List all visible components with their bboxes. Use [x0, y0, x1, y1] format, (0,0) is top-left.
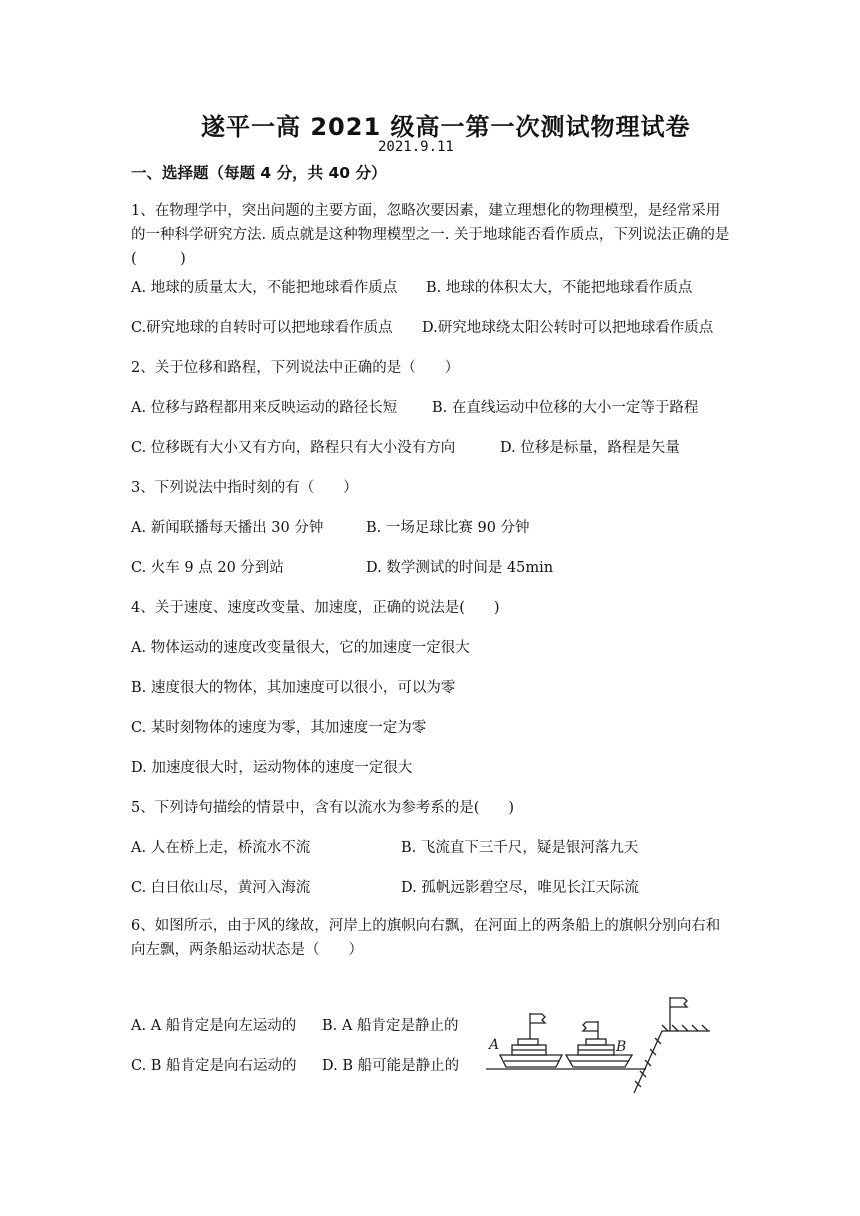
question-3-option-a: A. 新闻联播每天播出 30 分钟 [131, 520, 324, 536]
question-1-option-d: D.研究地球绕太阳公转时可以把地球看作质点 [422, 320, 714, 336]
question-4-option-a: A. 物体运动的速度改变量很大，它的加速度一定很大 [131, 640, 470, 656]
question-5-option-d: D. 孤帆远影碧空尽，唯见长江天际流 [401, 880, 639, 896]
question-2-option-a: A. 位移与路程都用来反映运动的路径长短 [131, 400, 398, 416]
question-6-option-a: A. A 船肯定是向左运动的 [131, 1018, 297, 1034]
page-title: 遂平一高 2021 级高一第一次测试物理试卷 [201, 113, 691, 141]
question-6-option-c: C. B 船肯定是向右运动的 [131, 1058, 297, 1074]
question-2-stem: 2、关于位移和路程，下列说法中正确的是（ ） [131, 360, 460, 376]
question-6-option-b: B. A 船肯定是静止的 [322, 1018, 459, 1034]
question-5-stem: 5、下列诗句描绘的情景中，含有以流水为参考系的是( ) [131, 800, 515, 816]
boat-b-label: B [616, 1039, 627, 1055]
section-heading: 一、选择题（每题 4 分，共 40 分） [131, 164, 387, 182]
question-4-option-d: D. 加速度很大时，运动物体的速度一定很大 [131, 760, 413, 776]
question-1-stem: 1、在物理学中，突出问题的主要方面，忽略次要因素，建立理想化的物理模型，是经常采用的一种科学研究方法. 质点就是这种物理模型之一. 关于地球能否看作质点，下列说法正确的是( ) [131, 203, 730, 267]
question-2-option-b: B. 在直线运动中位移的大小一定等于路程 [432, 400, 699, 416]
question-6-stem: 6、如图所示，由于风的缘故，河岸上的旗帜向右飘，在河面上的两条船上的旗帜分别向右和向左飘，两条船运动状态是（ ） [131, 918, 721, 958]
question-2-option-c: C. 位移既有大小又有方向，路程只有大小没有方向 [131, 440, 456, 456]
question-5-option-a: A. 人在桥上走，桥流水不流 [131, 840, 311, 856]
question-3-option-d: D. 数学测试的时间是 45min [366, 560, 554, 576]
question-2-option-d: D. 位移是标量，路程是矢量 [500, 440, 680, 456]
question-1-option-b: B. 地球的体积太大，不能把地球看作质点 [426, 280, 693, 296]
question-1-option-c: C.研究地球的自转时可以把地球看作质点 [131, 320, 393, 336]
question-3-stem: 3、下列说法中指时刻的有（ ） [131, 480, 358, 496]
question-6-option-d: D. B 船可能是静止的 [322, 1058, 460, 1074]
question-5-option-b: B. 飞流直下三千尺，疑是银河落九天 [401, 840, 639, 856]
exam-date: 2021.9.11 [378, 139, 454, 155]
question-4-option-c: C. 某时刻物体的速度为零，其加速度一定为零 [131, 720, 427, 736]
boats-flags-figure [484, 993, 720, 1095]
boat-a-label: A [489, 1037, 500, 1053]
question-5-option-c: C. 白日依山尽，黄河入海流 [131, 880, 311, 896]
question-3-option-b: B. 一场足球比赛 90 分钟 [366, 520, 530, 536]
question-3-option-c: C. 火车 9 点 20 分到站 [131, 560, 284, 576]
question-4-option-b: B. 速度很大的物体，其加速度可以很小，可以为零 [131, 680, 456, 696]
river-bank [634, 997, 710, 1093]
question-4-stem: 4、关于速度、速度改变量、加速度，正确的说法是( ) [131, 600, 500, 616]
boat-a [500, 1013, 562, 1067]
question-1-option-a: A. 地球的质量太大，不能把地球看作质点 [131, 280, 398, 296]
